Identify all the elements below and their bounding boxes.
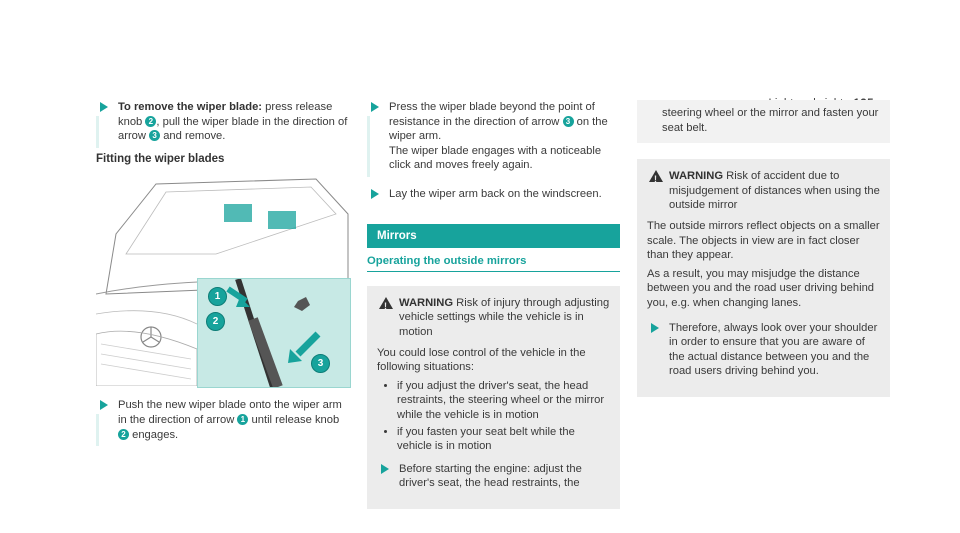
step-remove-blade: To remove the wiper blade: press release knob 2 , pull the wiper blade in the direction of arrow 3 and remove. [96,100,349,144]
column-1 [96,100,349,450]
column-3 [637,100,890,397]
callout-1-icon: 1 [237,414,248,425]
step-look-shoulder: Therefore, always look over your shoulder in order to ensure that you are aware of the actual distance between you and the road users driving behind you. [647,321,880,379]
fitting-heading: Fitting the wiper blades [96,152,225,165]
column-2 [367,100,620,509]
callout-2-icon: 2 [145,116,156,127]
detail-inset [197,278,351,388]
callout-3-icon: 3 [563,116,574,127]
callout-2-icon: 2 [118,429,129,440]
warning-continuation: steering wheel or the mirror and fasten your seat belt. [637,100,890,143]
warning-box: ! WARNING Risk of injury through adjusting vehicle settings while the vehicle is in motion You could lose control of the vehicle in the following situations: • if you adjust the driver's seat, the head restraints, the steering wheel or the mirror while the vehicle is in motion • if you fasten your seat belt while the vehicle is in motion Before starting the engine: adjust the driver's seat, the head restraints, the [367,286,620,509]
callout-3-icon: 3 [311,354,330,373]
wiper-illustration [96,174,349,386]
step-arrow-icon [100,102,108,112]
callout-1-icon: 1 [208,287,227,306]
warning-icon [379,297,393,309]
step-arrow-icon [371,189,379,199]
list-item: • if you adjust the driver's seat, the head restraints, the steering wheel or the mirror while the vehicle is in motion [397,379,610,423]
warning-box: ! WARNING Risk of accident due to misjudgement of distances when using the outside mirror The outside mirrors reflect objects on a smaller scale. The objects in view are in fact closer than they appear. As a result, you may misjudge the distance between you and the road user driving behind you, e.g. when changing lanes. Therefore, always look over your shoulder in order to ensure that you are aware of the actual distance between you and the road users driving behind you. [637,159,890,397]
step-press-blade: Press the wiper blade beyond the point of resistance in the direction of arrow 3 on the wiper arm. The wiper blade engages with a noticeable click and moves freely again. [367,100,620,173]
warning-list [377,379,610,454]
step-push-blade: Push the new wiper blade onto the wiper arm in the direction of arrow 1 until release knob 2 engages. [96,398,349,442]
step-arrow-icon [371,102,379,112]
callout-3-icon: 3 [149,130,160,141]
step-lay-arm: Lay the wiper arm back on the windscreen. [367,187,620,202]
warning-icon [649,170,663,182]
step-arrow-icon [651,323,659,333]
callout-2-icon: 2 [206,312,225,331]
step-before-start: Before starting the engine: adjust the driver's seat, the head restraints, the [377,462,610,491]
list-item: • if you fasten your seat belt while the vehicle is in motion [397,425,610,454]
step-arrow-icon [381,464,389,474]
section-subtitle: Operating the outside mirrors [367,254,620,272]
step-arrow-icon [100,400,108,410]
section-title-bar: Mirrors [367,224,620,249]
